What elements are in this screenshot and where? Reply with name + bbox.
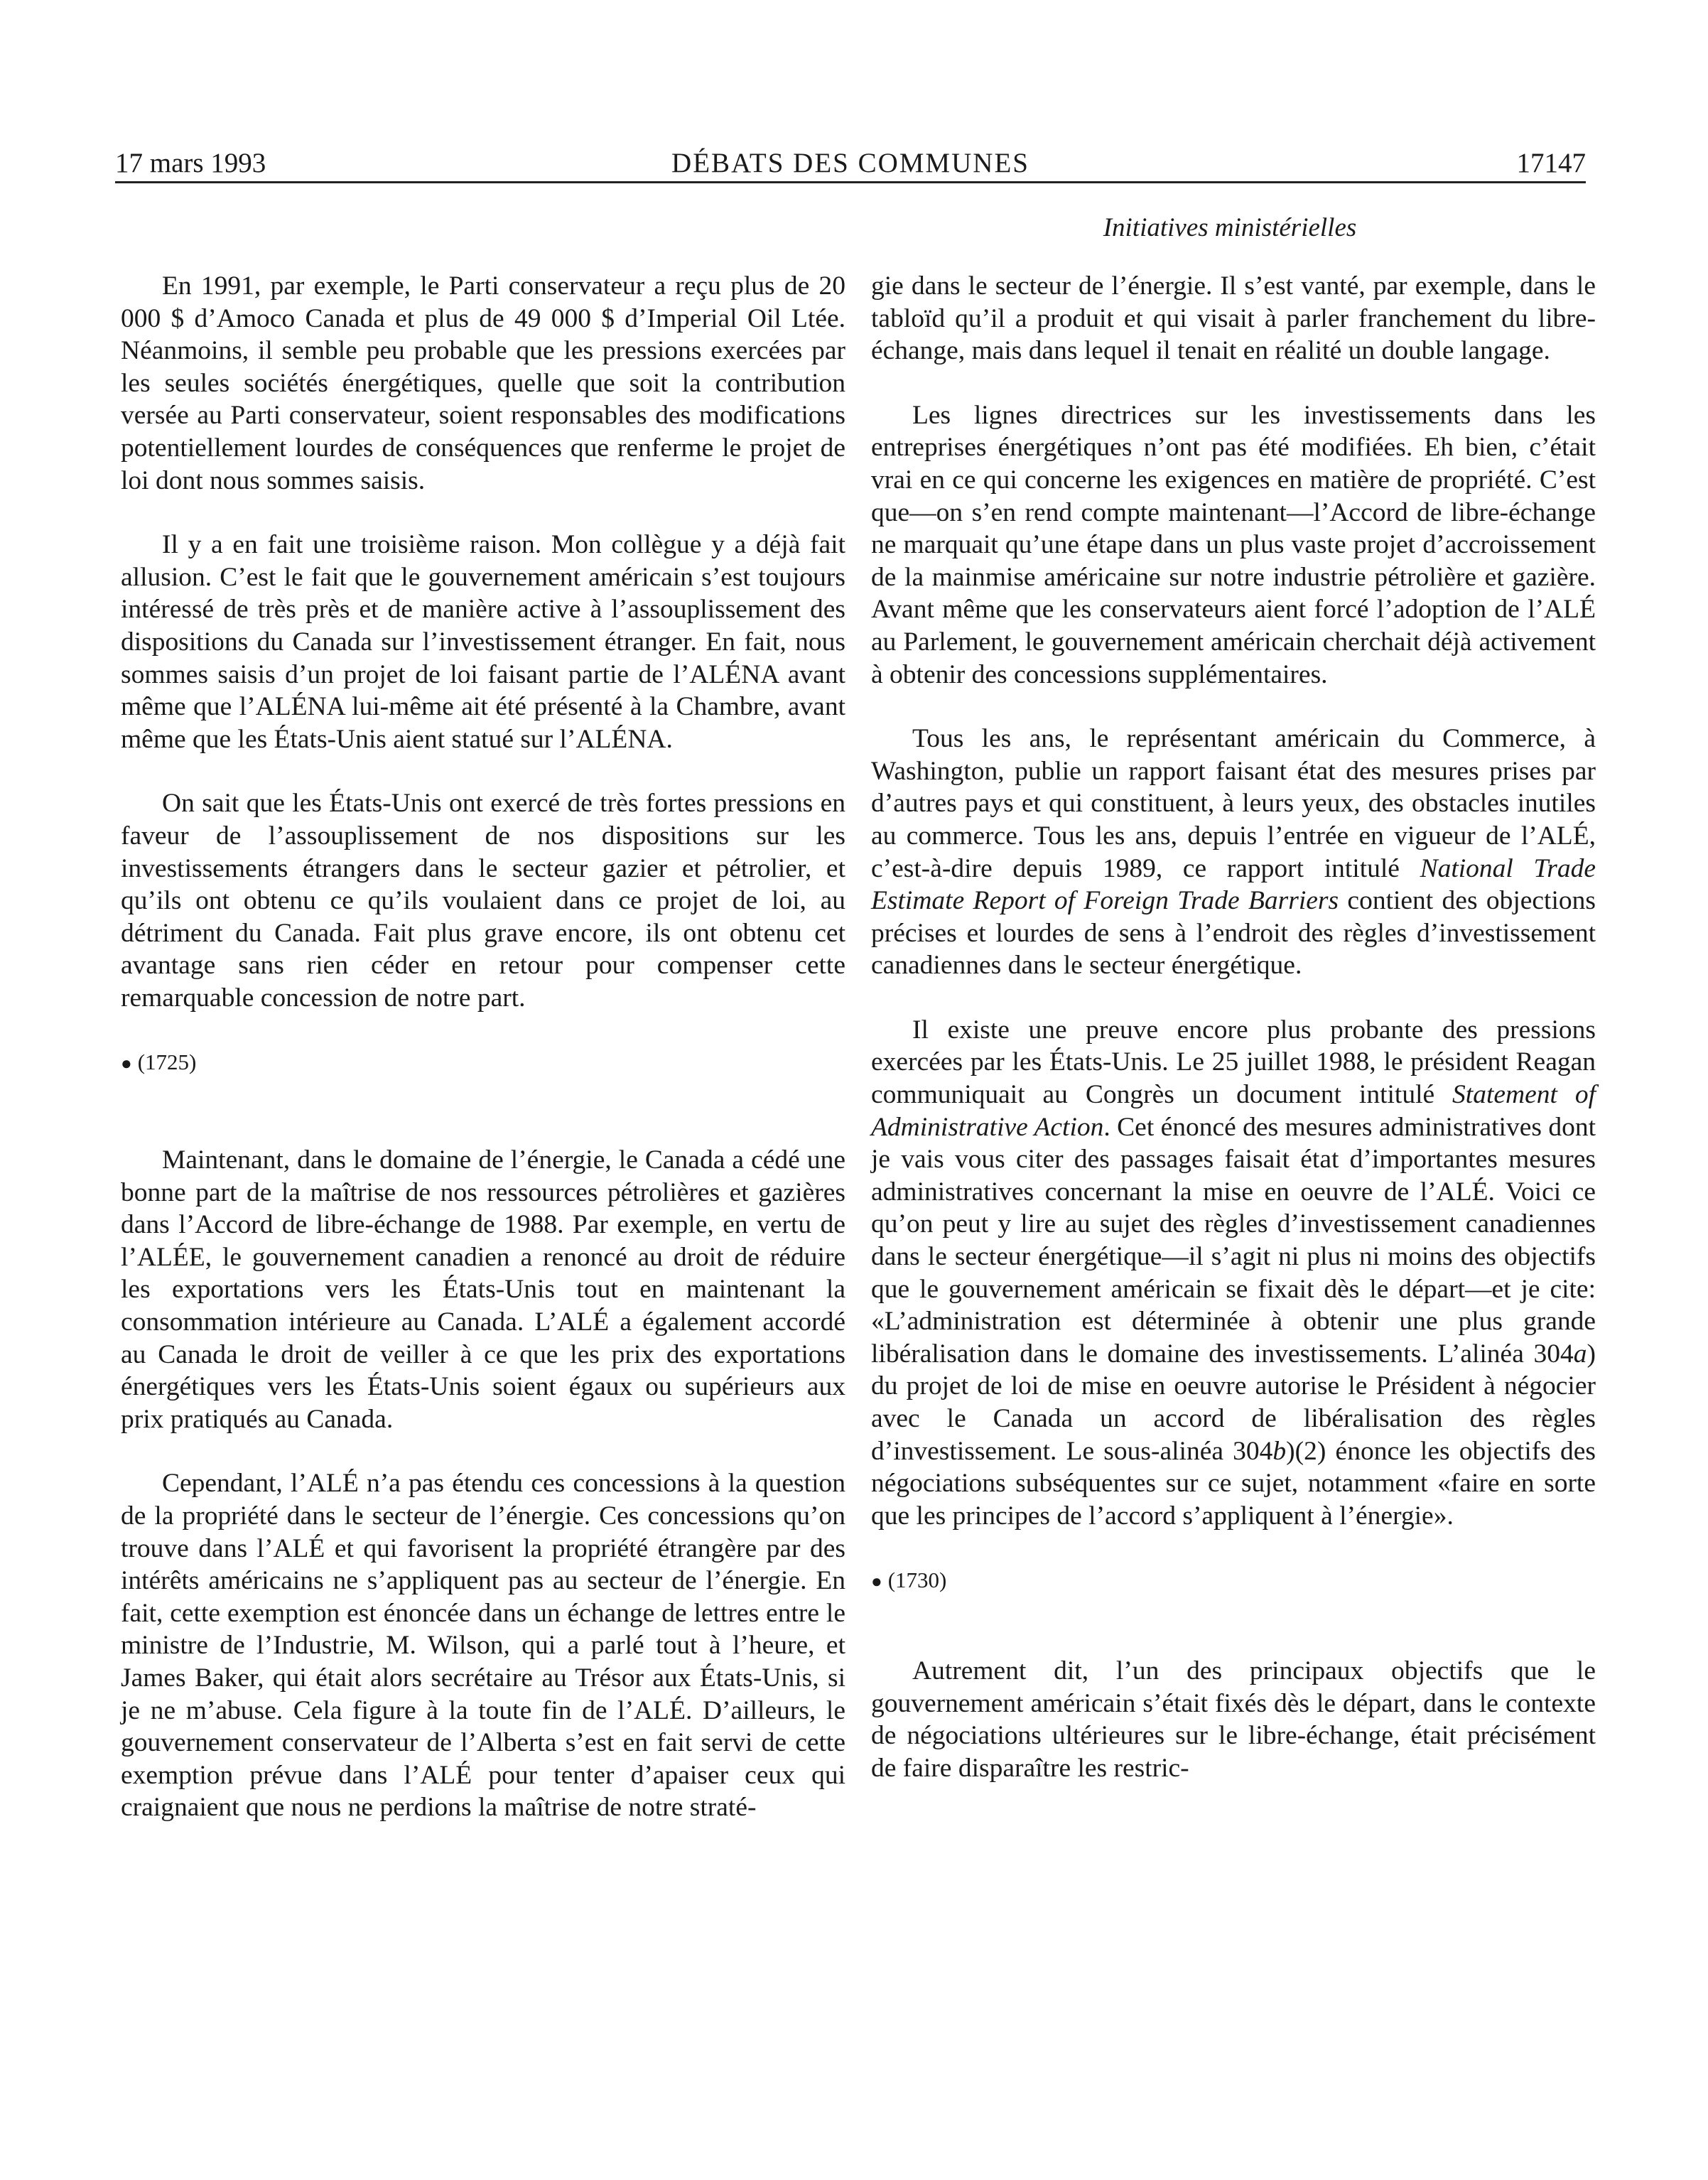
paragraph: Les lignes directrices sur les investissements dans les entreprises énergétiques n’ont pas été modifiées. Eh bien, c’était vrai en ce qui concerne les exigences en matière de propriété. C’est que—on s’en rend compte maintenant—l’Accord de libre-échange ne marquait qu’une étape dans un plus vaste projet d’accroissement de la mainmise américaine sur notre industrie pétrolière et gazière. Avant même que les conservateurs aient forcé l’adoption de l’ALÉ au Parlement, le gouvernement américain cherchait déjà activement à obtenir des concessions supplémentaires.: [871, 400, 1596, 689]
paragraph: Autrement dit, l’un des principaux objectifs que le gouvernement américain s’était fixés dès le départ, dans le contexte de négociations ultérieures sur le libre-échange, était précisément de faire disparaître les restric-: [871, 1656, 1596, 1783]
paragraph: Il y a en fait une troisième raison. Mon collègue y a déjà fait allusion. C’est le fait que le gouvernement américain s’est toujours intéressé de très près et de manière active à l’assouplissement des dispositions du Canada sur l’investissement étranger. En fait, nous sommes saisis d’un projet de loi faisant partie de l’ALÉNA avant même que l’ALÉNA lui-même ait été présenté à la Chambre, avant même que les États-Unis aient statué sur l’ALÉNA.: [121, 530, 845, 754]
time-marker: [121, 1046, 845, 1080]
paragraph-continuation: gie dans le secteur de l’énergie. Il s’est vanté, par exemple, dans le tabloïd qu’il a produit et qui visait à parler franchement du libre-échange, mais dans lequel il tenait en réalité un double langage.: [871, 271, 1596, 366]
paragraph: On sait que les États-Unis ont exercé de très fortes pressions en faveur de l’assouplissement de nos dispositions sur les investissements étrangers dans le secteur gazier et pétrolier, et qu’ils ont obtenu ce qu’ils voulaient dans ce projet de loi, au détriment du Canada. Fait plus grave encore, ils ont obtenu cet avantage sans rien céder en retour pour compenser cette remarquable concession de notre part.: [121, 789, 845, 1013]
bullet-icon: ●: [871, 1571, 882, 1592]
section-label: Initiatives ministérielles: [1103, 213, 1357, 242]
page-header: [115, 142, 1586, 185]
paragraph: Maintenant, dans le domaine de l’énergie, le Canada a cédé une bonne part de la maîtrise de nos ressources pétrolières et gazières dans l’Accord de libre-échange de 1988. Par exemple, en vertu de l’ALÉE, le gouvernement canadien a renoncé au droit de réduire les exportations vers les États-Unis tout en maintenant la consommation intérieure au Canada. L’ALÉ a également accordé au Canada le droit de veiller à ce que les prix des exportations énergétiques vers les États-Unis soient égaux ou supérieurs aux prix pratiqués au Canada.: [121, 1145, 845, 1434]
paragraph: En 1991, par exemple, le Parti conservateur a reçu plus de 20 000 $ d’Amoco Canada et plus de 49 000 $ d’Imperial Oil Ltée. Néanmoins, il semble peu probable que les pressions exercées par les seules sociétés énergétiques, quelle que soit la contribution versée au Parti conservateur, soient responsables des modifications potentiellement lourdes de conséquences que renferme le projet de loi dont nous sommes saisis.: [121, 271, 845, 495]
clause-letter: b: [1272, 1436, 1287, 1466]
bullet-icon: ●: [121, 1053, 132, 1074]
text-run: ) du projet de loi de mise en oeuvre autorise le Président à négocier avec le Canada un accord de libéralisation des règles d’investissement. Le sous-alinéa 304: [871, 1339, 1596, 1466]
left-column: [121, 270, 845, 1856]
time-marker: [871, 1564, 1596, 1598]
text-run: . Cet énoncé des mesures administratives dont je vais vous citer des passages faisait état d’importantes mesures administratives concernant la mise en oeuvre de l’ALÉ. Voici ce qu’on peut y lire au sujet des règles d’investissement canadiennes dans le secteur énergétique—il s’agit ni plus ni moins des objectifs que le gouvernement américain se fixait dès le départ—et je cite: «L’administration est déterminée à obtenir une plus grande libéralisation dans le domaine des investissements. L’alinéa 304: [871, 1112, 1596, 1369]
document-title: Statement of Administrative Action: [871, 1080, 1596, 1142]
report-title: National Trade Estimate Report of Foreign Trade Barriers: [871, 853, 1596, 916]
text-run: )(2) énonce les objectifs des négociations subséquentes sur ce sujet, notamment «faire en sorte que les principes de l’accord s’appliquent à l’énergie».: [871, 1436, 1596, 1531]
time-marker-text: (1730): [887, 1567, 947, 1593]
header-date: 17 mars 1993: [115, 148, 266, 178]
right-column: [871, 270, 1596, 1816]
text-run: Tous les ans, le représentant américain du Commerce, à Washington, publie un rapport faisant état des mesures prises par d’autres pays et qui constituent, à leurs yeux, des obstacles inutiles au commerce. Tous les ans, depuis l’entrée en vigueur de l’ALÉ, c’est-à-dire depuis 1989, ce rapport intitulé: [871, 724, 1596, 883]
clause-letter: a: [1573, 1339, 1587, 1369]
header-rule: [115, 181, 1586, 183]
paragraph: [871, 1014, 1596, 1533]
header-page-number: 17147: [1516, 148, 1586, 178]
time-marker-text: (1725): [137, 1049, 197, 1075]
text-run: Il existe une preuve encore plus probante des pressions exercées par les États-Unis. Le 25 juillet 1988, le président Reagan communiquait au Congrès un document intitulé: [871, 1015, 1596, 1110]
header-title: DÉBATS DES COMMUNES: [671, 148, 1029, 178]
paragraph: [871, 723, 1596, 982]
text-run: contient des objections précises et lourdes de sens à l’endroit des règles d’investissement canadiennes dans le secteur énergétique.: [871, 886, 1596, 981]
paragraph: Cependant, l’ALÉ n’a pas étendu ces concessions à la question de la propriété dans le secteur de l’énergie. Ces concessions qu’on trouve dans l’ALÉ et qui favorisent la propriété étrangère par des intérêts américains ne s’appliquent pas au secteur de l’énergie. En fait, cette exemption est énoncée dans un échange de lettres entre le ministre de l’Industrie, M. Wilson, qui a parlé tout à l’heure, et James Baker, qui était alors secrétaire au Trésor aux États-Unis, si je ne m’abuse. Cela figure à la toute fin de l’ALÉ. D’ailleurs, le gouvernement conservateur de l’Alberta s’est en fait servi de cette exemption prévue dans l’ALÉ pour tenter d’apaiser ceux qui craignaient que nous ne perdions la maîtrise de notre straté-: [121, 1469, 845, 1823]
